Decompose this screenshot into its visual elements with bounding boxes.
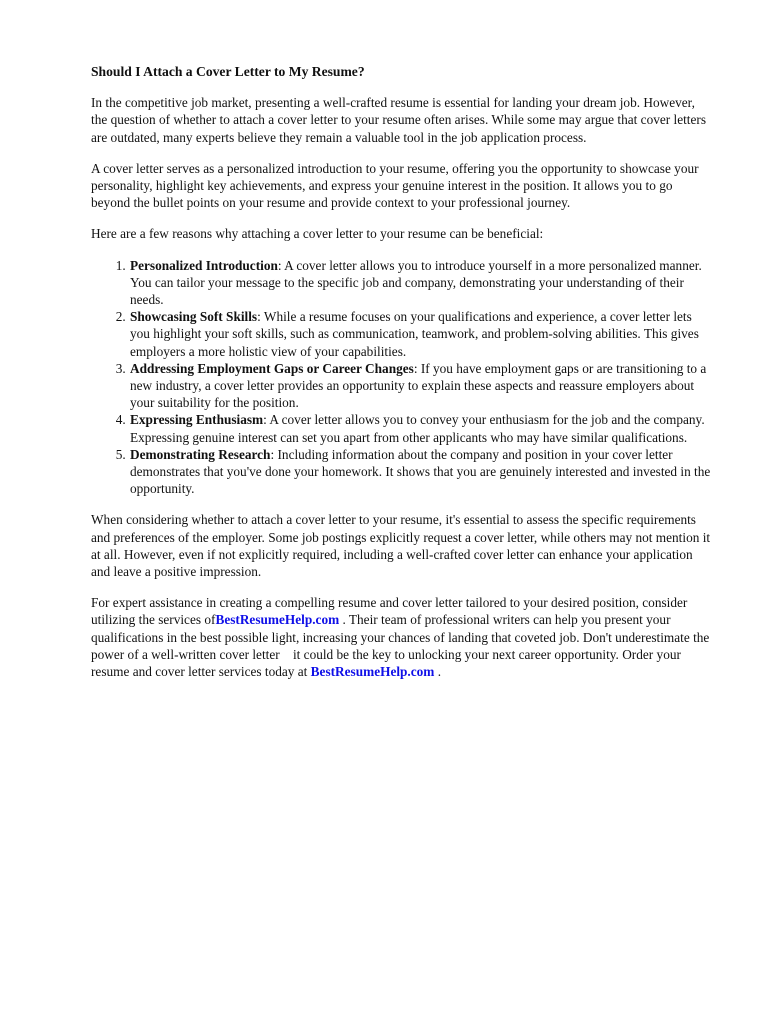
list-item: [129, 257, 711, 309]
intro-paragraph-1: In the competitive job market, presenting a well-crafted resume is essential for landing your dream job. However, the question of whether to attach a cover letter to your resume often arises. While some may argue that cover letters are outdated, many experts believe they remain a valuable tool in the job application process.: [91, 95, 710, 145]
final-paragraph: [91, 594, 711, 680]
intro-paragraph-2: A cover letter serves as a personalized introduction to your resume, offering you the opportunity to showcase your personality, highlight key achievements, and express your genuine interest in the position. It allows you to go beyond the bullet points on your resume and provide context to your professional journey.: [91, 160, 702, 211]
reason-text: : While a resume focuses on your qualifications and experience, a cover letter lets you highlight your soft skills, such as communication, teamwork, and problem-solving abilities. This gives employers a more holistic view of your capabilities.: [130, 309, 703, 359]
reason-title: Demonstrating Research: [130, 446, 271, 462]
final-paragraph-text: . Their team of professional writers can help you present your qualifications in the best possible light, increasing your chances of landing that coveted job. Don't underestimate the power of a well-written cover letter it could be the key to unlocking your next career opportunity. Order your resume and cover letter services today at: [91, 612, 713, 680]
reason-text: : A cover letter allows you to convey your enthusiasm for the job and the company. Expressing genuine interest can set you apart from other applicants who may have similar qualifications.: [130, 412, 708, 445]
list-item: [129, 308, 711, 360]
reason-text: : A cover letter allows you to introduce yourself in a more personalized manner. You can tailor your message to the specific job and company, demonstrating your understanding of their needs.: [130, 257, 705, 308]
bestresumehelp-link[interactable]: BestResumeHelp.com: [310, 664, 435, 680]
bestresumehelp-link[interactable]: BestResumeHelp.com: [215, 612, 340, 628]
reasons-list: [91, 257, 714, 498]
list-item: [129, 411, 711, 445]
final-paragraph-text: For expert assistance in creating a compelling resume and cover letter tailored to your desired position, consider utilizing the services of: [91, 595, 691, 628]
reason-title: Personalized Introduction: [130, 257, 278, 273]
document-title: Should I Attach a Cover Letter to My Resume?: [91, 64, 365, 79]
reason-title: Expressing Enthusiasm: [130, 412, 264, 428]
final-paragraph-text: .: [434, 664, 442, 680]
closing-paragraph: When considering whether to attach a cover letter to your resume, it's essential to assess the specific requirements and preferences of the employer. Some job postings explicitly request a cover letter, while others may not mention it at all. However, even if not explicitly required, including a well-crafted cover letter can enhance your application and leave a positive impression.: [91, 512, 714, 580]
document-content: [91, 63, 714, 680]
reason-title: Showcasing Soft Skills: [130, 309, 258, 325]
reason-text: : Including information about the company and position in your cover letter demonstrates that you've done your homework. It shows that you are genuinely interested and invested in the opportunity.: [130, 446, 714, 497]
reason-text: : If you have employment gaps or are transitioning to a new industry, a cover letter provides an opportunity to explain these aspects and reassure employers about your suitability for the position.: [130, 360, 710, 411]
reasons-lead-in: Here are a few reasons why attaching a cover letter to your resume can be beneficial:: [91, 226, 544, 242]
list-item: [129, 446, 714, 498]
list-item: [129, 360, 711, 412]
reason-title: Addressing Employment Gaps or Career Changes: [130, 360, 414, 376]
